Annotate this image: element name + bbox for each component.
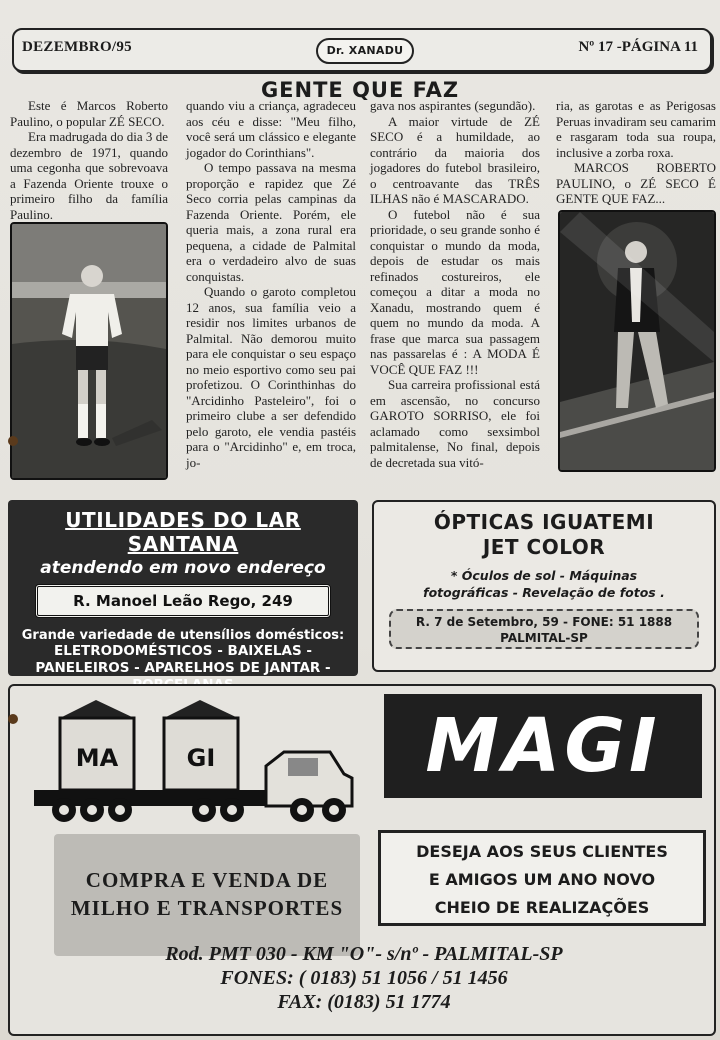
article-paragraph: MARCOS ROBERTO PAULINO, o ZÉ SECO É GENTE QUE FAZ... — [556, 160, 716, 206]
article-paragraph: Sua carreira profissional está em ascensão, no concurso GAROTO SORRISO, ele foi aclamado como sexsimbol palmitalense, No final, depois de decretada sua vitó- — [370, 377, 540, 470]
ad-santana-line: ELETRODOMÉSTICOS - BAIXELAS - — [54, 643, 312, 659]
magi-greeting-line: CHEIO DE REALIZAÇÕES — [434, 898, 650, 917]
ad-oticas-subtitle: JET COLOR — [482, 535, 606, 559]
magi-address: Rod. PMT 030 - KM "O"- s/nº - PALMITAL-SP — [165, 943, 563, 965]
truck-label-right: GI — [186, 744, 216, 772]
article-paragraph: O tempo passava na mesma proporção e rapidez que Zé Seco corria pelas campinas da Fazenda Oriente. Porém, ele queria mais, a zona rural era pequena, a cidade de Palmital era o verdadeiro alvo de suas conquistas. — [186, 160, 356, 284]
binder-hole — [8, 436, 18, 446]
ad-oticas-city: PALMITAL-SP — [500, 631, 588, 645]
truck-label-left: MA — [75, 744, 119, 772]
article-column-4 — [556, 98, 716, 207]
player-photo — [10, 222, 168, 480]
magi-business-line: COMPRA E VENDA DE — [85, 868, 329, 892]
ad-santana-line: PANELEIROS - APARELHOS DE JANTAR - — [35, 660, 331, 676]
page-number: Nº 17 -PÁGINA 11 — [578, 39, 698, 55]
magi-business — [54, 834, 360, 956]
article-paragraph: Era madrugada do dia 3 de dezembro de 1971, quando uma cegonha que sobrevoava a Fazenda Oriente trouxe o primeiro filho da família Paulino. — [10, 129, 168, 222]
ad-santana-subtitle: atendendo em novo endereço — [40, 558, 326, 578]
article-title: GENTE QUE FAZ — [260, 78, 460, 102]
magi-greeting — [378, 830, 706, 926]
ad-oticas-services: * Óculos de sol - Máquinas — [450, 568, 638, 583]
issue-date: DEZEMBRO/95 — [22, 39, 132, 55]
binder-hole — [8, 714, 18, 724]
article-paragraph: ria, as garotas e as Perigosas Peruas invadiram seu camarim e rasgaram toda sua roupa, inclusive a zorba roxa. — [556, 98, 716, 160]
article-paragraph: quando viu a criança, agradeceu aos céu e disse: "Meu filho, você será um clássico e elegante jogador do Corinthians". — [186, 98, 356, 160]
ad-oticas-services: fotográficas - Revelação de fotos . — [423, 585, 665, 600]
article-paragraph: Este é Marcos Roberto Paulino, o popular ZÉ SECO. — [10, 98, 168, 129]
ad-magi — [8, 684, 716, 1036]
ad-oticas-contact — [389, 609, 699, 649]
magi-greeting-line: E AMIGOS UM ANO NOVO — [428, 870, 656, 889]
ad-opticas-iguatemi — [372, 500, 716, 672]
magi-contact — [10, 942, 718, 1014]
page-header — [12, 28, 712, 72]
article-column-3 — [370, 98, 540, 470]
ad-oticas-address: R. 7 de Setembro, 59 - FONE: 51 1888 — [415, 615, 673, 629]
magi-business-line: MILHO E TRANSPORTES — [70, 896, 344, 920]
article-paragraph: A maior virtude de ZÉ SECO é a humildade, ao contrário da maioria dos jogadores do futebol brasileiro, o centroavante das TRÊS ILHAS não é MASCARADO. — [370, 113, 540, 206]
ad-santana-line: Grande variedade de utensílios domésticos: — [21, 628, 345, 643]
ad-utilidades-santana — [8, 500, 358, 676]
newspaper-logo: Dr. XANADU — [316, 38, 414, 64]
magi-logo: MAGI — [384, 694, 702, 798]
ad-oticas-title: ÓPTICAS IGUATEMI — [433, 510, 655, 534]
magi-phones: FONES: ( 0183) 51 1056 / 51 1456 — [220, 967, 508, 989]
article-paragraph: O futebol não é sua prioridade, o seu grande sonho é conquistar o mundo da moda, depois de estudar os mais refinados costureiros, ele começou a ditar a moda no Xanadu, mostrando quem é quem no mundo da moda. A frase que marca sua passagem nas passarelas é : A MODA É VOCÊ QUE FAZ !!! — [370, 206, 540, 377]
runway-photo — [558, 210, 716, 472]
magi-fax: FAX: (0183) 51 1774 — [277, 991, 451, 1013]
article-column-2 — [186, 98, 356, 470]
ad-santana-title: UTILIDADES DO LAR SANTANA — [65, 508, 301, 556]
article-paragraph: Quando o garoto completou 12 anos, sua família veio a residir nos limites urbanos de Palmital. Não demorou muito para ele conquistar o seu espaço no meio esportivo como seu pai profetizou. O Corinthinhas do "Arcidinho Pasteleiro", foi o primeiro clube a ser defendido pelo garoto, ele vendia pastéis para o "Arcidinho" e, em troca, jo- — [186, 284, 356, 470]
magi-greeting-line: DESEJA AOS SEUS CLIENTES — [416, 842, 668, 861]
ad-santana-address: R. Manoel Leão Rego, 249 — [35, 584, 331, 618]
truck-illustration — [34, 696, 364, 826]
article-paragraph: gava nos aspirantes (segundão). — [370, 98, 536, 113]
article-column-1 — [10, 98, 168, 238]
